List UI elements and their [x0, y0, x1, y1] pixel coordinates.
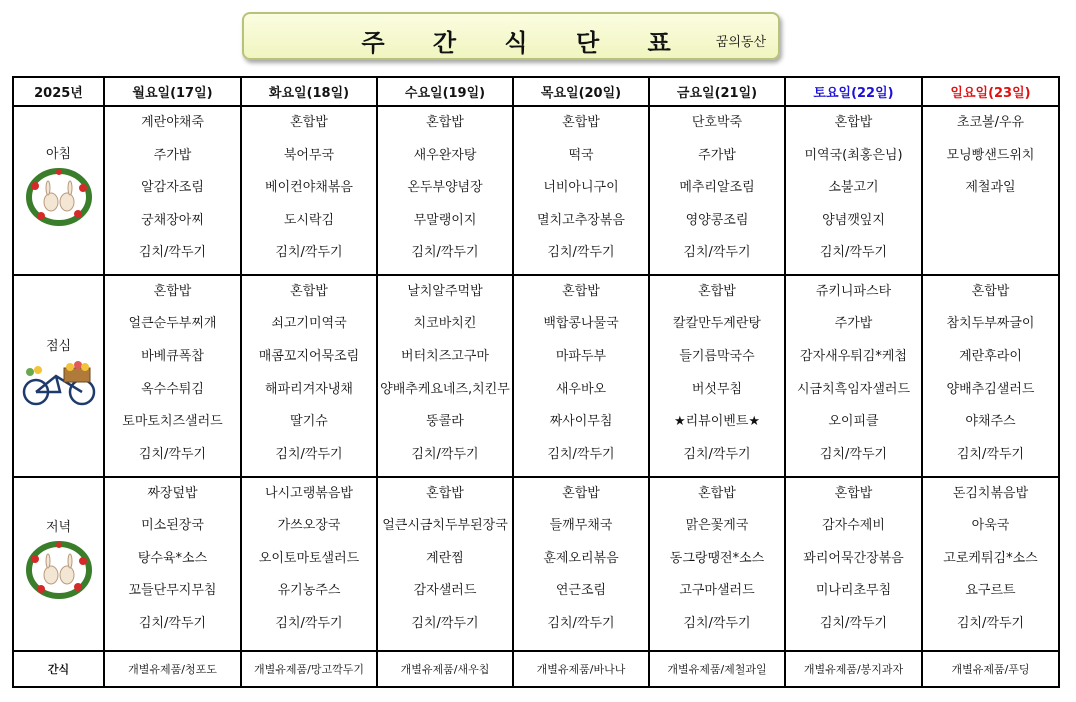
menu-item: 들깨무채국: [549, 518, 613, 534]
menu-item: 김치/깍두기: [819, 245, 888, 260]
day-header-sat: 토요일(22일): [785, 77, 922, 106]
menu-item: 탕수육*소스: [137, 550, 208, 566]
year-header: 2025년: [13, 77, 104, 106]
menu-item: 무말랭이지: [413, 212, 477, 228]
dinner-wed: [377, 477, 513, 651]
menu-item: 김치/깍두기: [275, 615, 343, 631]
page-title: 주 간 식 단 표: [361, 29, 691, 57]
breakfast-fri: [649, 106, 785, 275]
menu-item: 얼큰순두부찌개: [128, 316, 217, 332]
menu-item: 버섯무침: [691, 381, 743, 397]
menu-item: 김치/깍두기: [411, 446, 479, 462]
day-header-sun: 일요일(23일): [922, 77, 1059, 106]
breakfast-label-cell: [13, 106, 104, 275]
menu-item: 제철과일: [965, 180, 1016, 195]
menu-item: 김치/깍두기: [819, 615, 888, 631]
menu-item: 김치/깍두기: [819, 446, 888, 462]
breakfast-wed: [377, 106, 513, 275]
menu-item: 김치/깍두기: [683, 615, 751, 631]
menu-item: 김치/깍두기: [138, 245, 207, 260]
menu-item: 김치/깍두기: [956, 446, 1025, 462]
menu-item: 혼합밥: [290, 115, 328, 130]
menu-item: 메추리알조림: [679, 180, 755, 195]
menu-item: 혼합밥: [971, 283, 1010, 299]
menu-item: 짜장덮밥: [147, 485, 198, 501]
menu-item: 궁채장아찌: [141, 212, 204, 228]
menu-item: 날치알주먹밥: [407, 283, 483, 299]
menu-item: 꽈리어묵간장볶음: [803, 550, 904, 566]
menu-item: 혼합밥: [698, 485, 736, 501]
menu-item: 온두부양념장: [407, 180, 483, 195]
snack-sun: 개별유제품/푸딩: [922, 651, 1059, 687]
menu-item: 쇠고기미역국: [271, 316, 347, 332]
menu-item: 김치/깍두기: [683, 446, 751, 462]
wreath-bunny-icon: [23, 166, 95, 228]
menu-item: 미역국(최홍은님): [804, 147, 903, 163]
menu-item: 김치/깍두기: [138, 615, 207, 631]
breakfast-sat: [785, 106, 922, 275]
menu-item: 토마토치즈샐러드: [122, 414, 223, 430]
menu-item: 바베큐폭찹: [141, 348, 204, 364]
menu-item: 훈제오리볶음: [543, 550, 619, 566]
menu-item: 매콤꼬지어묵조림: [258, 348, 360, 364]
menu-item: 야채주스: [965, 414, 1016, 430]
menu-item: 혼합밥: [562, 115, 600, 130]
menu-item: 알감자조림: [141, 180, 204, 195]
menu-item: 혼합밥: [834, 115, 873, 130]
day-header-fri: 금요일(21일): [649, 77, 785, 106]
menu-item: 계란야채죽: [141, 115, 204, 130]
dinner-fri: [649, 477, 785, 651]
menu-item: 북어무국: [283, 147, 335, 163]
menu-item: 혼합밥: [426, 115, 464, 130]
breakfast-thu: [513, 106, 649, 275]
breakfast-mon: [104, 106, 241, 275]
menu-item: 혼합밥: [153, 283, 192, 299]
snack-fri: 개별유제품/제철과일: [649, 651, 785, 687]
menu-item: 혼합밥: [562, 485, 600, 501]
menu-item: 뚱콜라: [426, 414, 464, 430]
menu-item: 맑은꽃게국: [685, 518, 749, 534]
menu-item: 김치/깍두기: [683, 245, 751, 260]
lunch-mon: [104, 275, 241, 477]
menu-item: 양배추케요네즈,치킨무: [380, 381, 510, 397]
flower-bicycle-icon: [20, 358, 98, 406]
menu-item: 소불고기: [828, 180, 879, 195]
menu-item: 혼합밥: [834, 485, 873, 501]
menu-item: 김치/깍두기: [411, 615, 479, 631]
menu-item: [923, 209, 1058, 242]
menu-item: 미소된장국: [141, 518, 204, 534]
snack-sat: 개별유제품/봉지과자: [785, 651, 922, 687]
menu-item: 가쓰오장국: [277, 518, 341, 534]
menu-item: 꼬들단무지무침: [128, 583, 217, 599]
menu-item: 시금치흑임자샐러드: [796, 381, 911, 397]
menu-item: 베이컨야채볶음: [265, 180, 353, 195]
menu-item: 혼합밥: [562, 283, 600, 299]
breakfast-tue: [241, 106, 377, 275]
menu-item: 주가밥: [834, 316, 873, 332]
menu-item: 참치두부짜글이: [946, 316, 1035, 332]
menu-item: 동그랑땡전*소스: [669, 550, 765, 566]
dinner-sun: [922, 477, 1059, 651]
menu-item: 주가밥: [153, 147, 192, 163]
menu-item: 해파리겨자냉채: [265, 381, 353, 397]
menu-item: 김치/깍두기: [956, 615, 1025, 631]
menu-item: 김치/깍두기: [547, 615, 615, 631]
menu-item: 들기름막국수: [679, 348, 755, 364]
menu-item: 유기농주스: [277, 583, 341, 599]
menu-item: 오이피클: [828, 414, 879, 430]
menu-item: 혼합밥: [698, 283, 736, 299]
menu-item: 오이토마토샐러드: [258, 550, 360, 566]
menu-item: 쥬키니파스타: [815, 283, 892, 299]
day-header-wed: 수요일(19일): [377, 77, 513, 106]
menu-item: 김치/깍두기: [138, 446, 207, 462]
breakfast-row: [13, 106, 1059, 275]
day-header-thu: 목요일(20일): [513, 77, 649, 106]
menu-item: 모닝빵샌드위치: [946, 147, 1035, 163]
menu-item: 아욱국: [971, 518, 1010, 534]
institution-name: 꿈의동산: [715, 35, 766, 50]
menu-item: 단호박죽: [691, 115, 743, 130]
menu-item: ★리뷰이벤트★: [673, 414, 761, 430]
lunch-label: 점심: [45, 339, 72, 355]
snack-row: [13, 651, 1059, 687]
menu-item: 주가밥: [698, 147, 736, 163]
title-banner: [242, 12, 780, 60]
menu-item: 돈김치볶음밥: [952, 485, 1029, 501]
dinner-label-cell: [13, 477, 104, 651]
lunch-fri: [649, 275, 785, 477]
menu-item: 김치/깍두기: [275, 245, 343, 260]
dinner-thu: [513, 477, 649, 651]
weekly-menu-table: [12, 76, 1060, 688]
menu-item: 양배추김샐러드: [946, 381, 1035, 397]
menu-item: 도시락김: [283, 212, 335, 228]
menu-item: 감자샐러드: [413, 583, 477, 599]
snack-thu: 개별유제품/바나나: [513, 651, 649, 687]
menu-item: 마파두부: [555, 348, 607, 364]
menu-item: 딸기슈: [290, 414, 328, 430]
header-row: [13, 77, 1059, 106]
menu-item: 초코볼/우유: [956, 115, 1025, 130]
menu-item: 새우바오: [555, 381, 607, 397]
snack-mon: 개별유제품/청포도: [104, 651, 241, 687]
menu-item: [923, 241, 1058, 274]
breakfast-sun: [922, 106, 1059, 275]
menu-item: 짜사이무침: [549, 414, 613, 430]
lunch-sun: [922, 275, 1059, 477]
menu-item: 칼칼만두계란탕: [673, 316, 761, 332]
menu-item: 김치/깍두기: [547, 446, 615, 462]
menu-item: 감자수제비: [822, 518, 885, 534]
menu-item: 떡국: [568, 147, 594, 163]
menu-item: 양념깻잎지: [822, 212, 885, 228]
lunch-tue: [241, 275, 377, 477]
menu-item: 계란찜: [426, 550, 464, 566]
snack-wed: 개별유제품/새우칩: [377, 651, 513, 687]
wreath-bunny-icon: [23, 539, 95, 601]
menu-item: 김치/깍두기: [547, 245, 615, 260]
menu-item: 백합콩나물국: [543, 316, 619, 332]
menu-item: 미나리초무침: [815, 583, 892, 599]
snack-label: 간식: [13, 651, 104, 687]
dinner-mon: [104, 477, 241, 651]
menu-item: 김치/깍두기: [275, 446, 343, 462]
menu-item: 너비아니구이: [543, 180, 619, 195]
day-header-mon: 월요일(17일): [104, 77, 241, 106]
menu-item: 멸치고추장볶음: [537, 212, 625, 228]
lunch-thu: [513, 275, 649, 477]
menu-item: 옥수수튀김: [141, 381, 204, 397]
dinner-row: [13, 477, 1059, 651]
menu-item: 혼합밥: [426, 485, 464, 501]
menu-item: 영양콩조림: [685, 212, 749, 228]
menu-item: 나시고랭볶음밥: [265, 485, 353, 501]
menu-item: 새우완자탕: [413, 147, 477, 163]
menu-item: 버터치즈고구마: [401, 348, 489, 364]
menu-item: 요구르트: [965, 583, 1016, 599]
dinner-sat: [785, 477, 922, 651]
menu-item: 연근조림: [555, 583, 607, 599]
menu-item: 얼큰시금치두부된장국: [382, 518, 508, 534]
menu-item: 감자새우튀김*케첩: [800, 348, 907, 364]
lunch-sat: [785, 275, 922, 477]
menu-item: 김치/깍두기: [411, 245, 479, 260]
menu-item: 치코바치킨: [413, 316, 477, 332]
breakfast-label: 아침: [45, 146, 72, 162]
lunch-label-cell: [13, 275, 104, 477]
dinner-label: 저녁: [45, 520, 72, 536]
dinner-tue: [241, 477, 377, 651]
menu-item: 고로케튀김*소스: [943, 550, 1038, 566]
menu-item: 고구마샐러드: [679, 583, 755, 599]
menu-item: 혼합밥: [290, 283, 328, 299]
lunch-wed: [377, 275, 513, 477]
lunch-row: [13, 275, 1059, 477]
day-header-tue: 화요일(18일): [241, 77, 377, 106]
snack-tue: 개별유제품/망고깍두기: [241, 651, 377, 687]
menu-item: 계란후라이: [959, 348, 1022, 364]
